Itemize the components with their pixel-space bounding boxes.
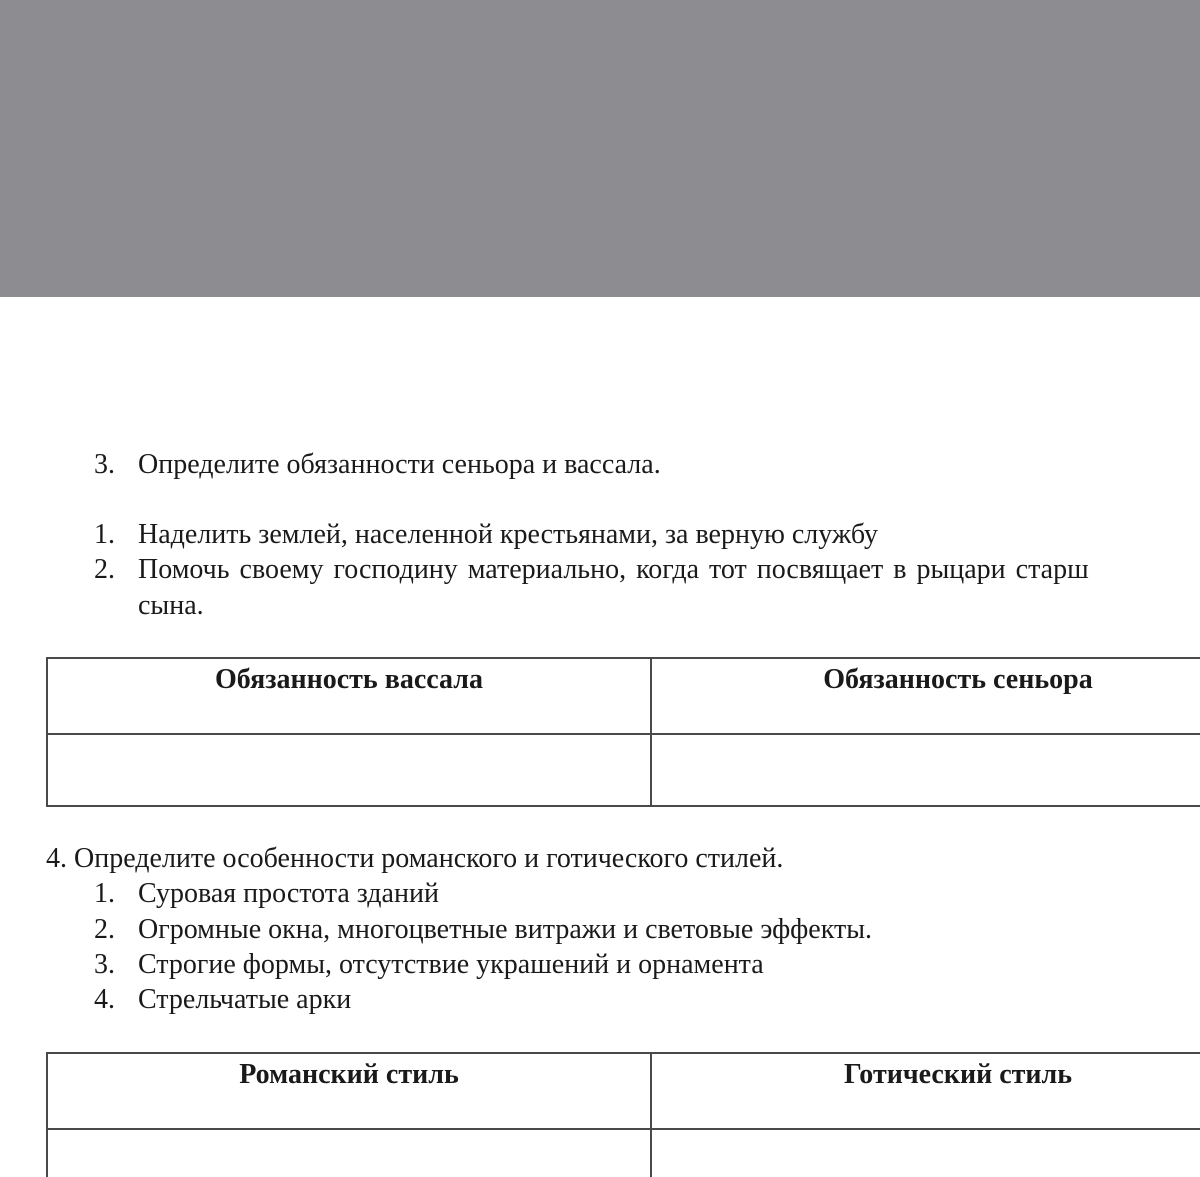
task4-item-2-number: 2. (94, 914, 115, 945)
task4-item-3-text: Строгие формы, отсутствие украшений и орнамента (138, 949, 764, 980)
table-row (47, 734, 1200, 806)
task3-title: Определите обязанности сеньора и вассала. (138, 449, 661, 480)
table-header-seignior: Обязанность сеньора (651, 658, 1200, 734)
task3-item-2-text-cont: сына. (138, 590, 204, 621)
task4-item-1-text: Суровая простота зданий (138, 878, 439, 909)
task4-item-2-text: Огромные окна, многоцветные витражи и световые эффекты. (138, 914, 873, 945)
table-cell-seignior[interactable] (651, 734, 1200, 806)
table-header-row (47, 1053, 1200, 1129)
table-header-gothic: Готический стиль (651, 1053, 1200, 1129)
task3-item-1-text: Наделить землей, населенной крестьянами, за верную службу (138, 519, 879, 550)
task3-item-1-number: 1. (94, 519, 115, 550)
table-header-row (47, 658, 1200, 734)
task4-item-1-number: 1. (94, 878, 115, 909)
task4-title: 4. Определите особенности романского и готического стилей. (46, 843, 784, 874)
task3-number: 3. (94, 449, 115, 480)
table-cell-vassal[interactable] (47, 734, 651, 806)
table-header-romanesque: Романский стиль (47, 1053, 651, 1129)
task4-item-4-text: Стрельчатые арки (138, 984, 352, 1015)
table-cell-romanesque[interactable] (47, 1129, 651, 1177)
table-header-vassal: Обязанность вассала (47, 658, 651, 734)
task4-table (46, 1052, 1200, 1177)
task3-item-2-number: 2. (94, 554, 115, 585)
table-cell-gothic[interactable] (651, 1129, 1200, 1177)
table-row (47, 1129, 1200, 1177)
task4-item-3-number: 3. (94, 949, 115, 980)
task3-item-2-text: Помочь своему господину материально, когда тот посвящает в рыцари старш (138, 554, 1089, 585)
top-gray-band (0, 0, 1200, 297)
task4-item-4-number: 4. (94, 984, 115, 1015)
task3-table (46, 657, 1200, 807)
